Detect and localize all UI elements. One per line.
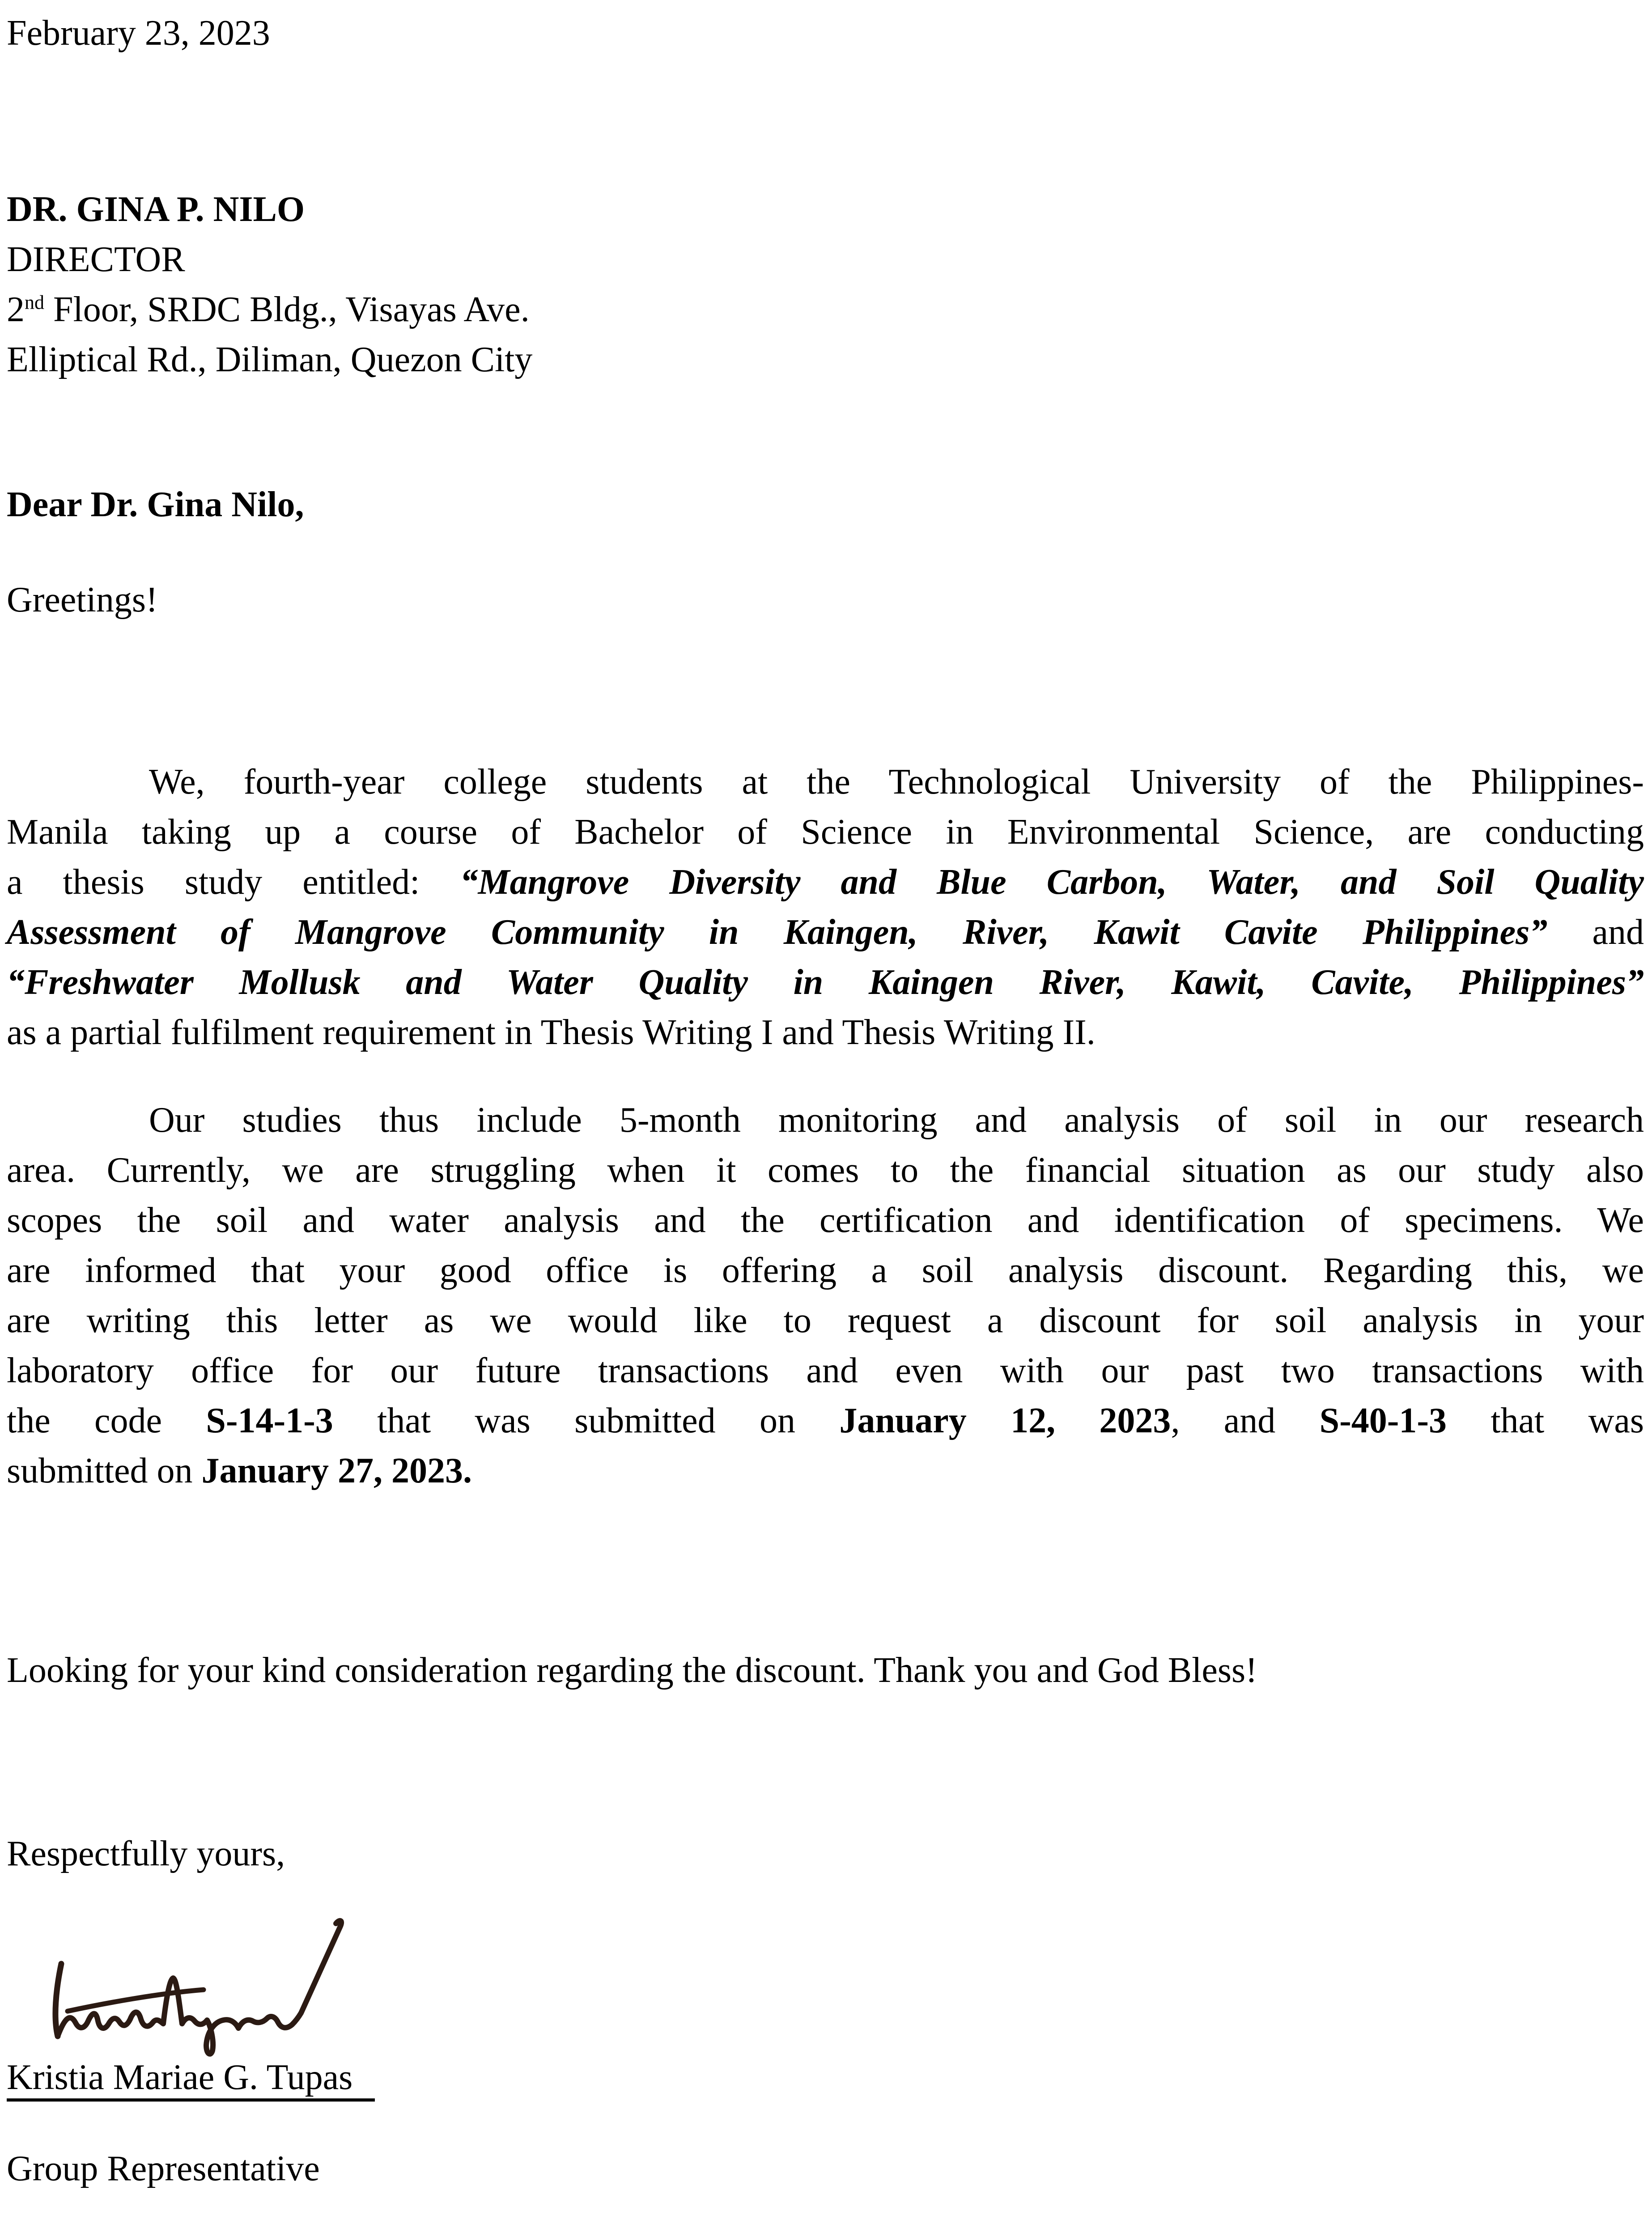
text-segment: that was	[1447, 1401, 1644, 1440]
paragraph-line	[7, 807, 1644, 857]
text-segment: Our studies thus include 5-month monitoring and analysis of soil in our research	[149, 1100, 1644, 1140]
text-segment: , and	[1171, 1401, 1320, 1440]
text-segment: a thesis study entitled:	[7, 862, 460, 902]
paragraph-line	[7, 1346, 1644, 1396]
text-segment: as a partial fulfilment requirement in Thesis Writing I and Thesis Writing II.	[7, 1013, 1096, 1052]
text-segment: S-40-1-3	[1319, 1401, 1447, 1440]
paragraph-line	[7, 1195, 1644, 1245]
paragraph-line	[7, 757, 1644, 807]
handwritten-signature	[25, 1911, 382, 2061]
signer-name-text: Kristia Mariae G. Tupas	[7, 2056, 375, 2102]
paragraph-line	[7, 1396, 1644, 1446]
recipient-address-line2: Elliptical Rd., Diliman, Quezon City	[7, 340, 533, 379]
paragraph-line	[7, 907, 1644, 957]
text-segment: are informed that your good office is offering a soil analysis discount. Regarding this, we	[7, 1251, 1644, 1290]
signer-name	[7, 2052, 1644, 2102]
ordinal-superscript: nd	[25, 291, 44, 314]
text-segment: area. Currently, we are struggling when it comes to the financial situation as our study also	[7, 1151, 1644, 1190]
closing-line: Looking for your kind consideration regarding the discount. Thank you and God Bless!	[7, 1651, 1257, 1690]
text-segment: Assessment of Mangrove Community in Kaingen, River, Kawit Cavite Philippines”	[7, 913, 1548, 952]
text-segment: and	[1547, 913, 1644, 952]
paragraph-line	[7, 1295, 1644, 1346]
text-segment: scopes the soil and water analysis and the certification and identification of specimens. We	[7, 1201, 1644, 1240]
signature-strokes	[55, 1921, 341, 2054]
recipient-block	[7, 184, 1644, 385]
paragraph-line	[7, 1446, 1644, 1496]
recipient-name: DR. GINA P. NILO	[7, 190, 305, 229]
text-segment: “Freshwater Mollusk and Water Quality in Kaingen River, Kawit, Cavite, Philippines”	[7, 963, 1644, 1002]
salutation: Dear Dr. Gina Nilo,	[7, 485, 304, 524]
paragraph-line	[7, 1245, 1644, 1295]
recipient-title: DIRECTOR	[7, 240, 185, 279]
text-segment: S-14-1-3	[206, 1401, 333, 1440]
paragraph-line	[7, 857, 1644, 907]
paragraph-line	[7, 1095, 1644, 1145]
text-segment: are writing this letter as we would like to request a discount for soil analysis in your	[7, 1301, 1644, 1340]
text-segment: that was submitted on	[333, 1401, 840, 1440]
text-segment: January 12, 2023	[839, 1401, 1171, 1440]
greeting-line: Greetings!	[7, 580, 158, 620]
letter-date: February 23, 2023	[7, 13, 270, 53]
paragraph-line	[7, 957, 1644, 1007]
valediction-line: Respectfully yours,	[7, 1834, 285, 1873]
address-number: 2	[7, 290, 25, 329]
address-street: Floor, SRDC Bldg., Visayas Ave.	[44, 290, 530, 329]
body-paragraph-1	[7, 757, 1644, 1057]
text-segment: submitted on	[7, 1451, 202, 1490]
text-segment: We, fourth-year college students at the Technological University of the Philippines-	[149, 762, 1644, 802]
signer-role: Group Representative	[7, 2149, 320, 2188]
text-segment: Manila taking up a course of Bachelor of Science in Environmental Science, are conducting	[7, 812, 1644, 852]
recipient-address-line1	[7, 284, 1644, 335]
paragraph-line	[7, 1145, 1644, 1195]
text-segment: laboratory office for our future transactions and even with our past two transactions with	[7, 1351, 1644, 1390]
text-segment: “Mangrove Diversity and Blue Carbon, Water, and Soil Quality	[460, 862, 1644, 902]
paragraph-line	[7, 1007, 1644, 1057]
text-segment: the code	[7, 1401, 206, 1440]
text-segment: January 27, 2023.	[201, 1451, 472, 1490]
body-paragraph-2	[7, 1095, 1644, 1496]
